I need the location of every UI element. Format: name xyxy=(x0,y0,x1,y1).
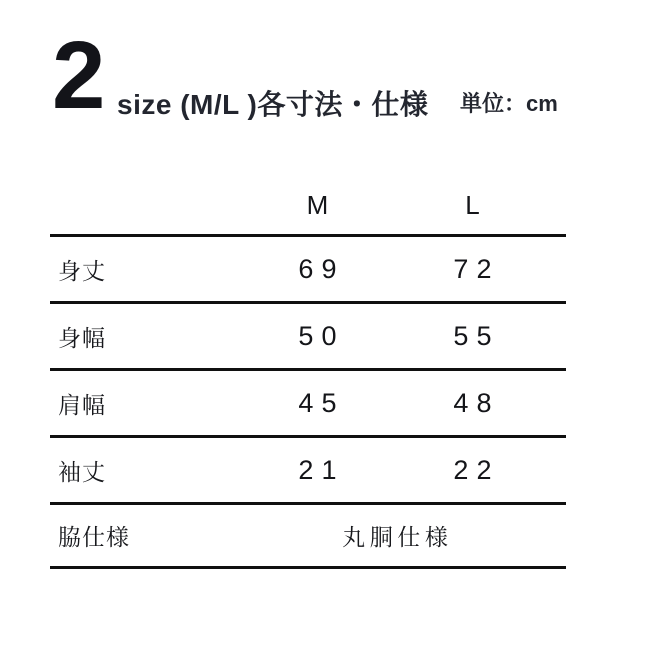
table-row xyxy=(50,234,566,301)
row-label: 袖丈 xyxy=(58,458,106,485)
section-number: 2 xyxy=(52,22,103,129)
cell-l: 22 xyxy=(453,454,500,485)
table-row xyxy=(50,301,566,368)
table-header-row xyxy=(50,176,566,234)
row-label: 身丈 xyxy=(58,257,106,284)
row-label: 肩幅 xyxy=(58,391,106,418)
footer-value: 丸胴仕様 xyxy=(342,524,453,550)
unit-label: 単位：cm xyxy=(460,91,558,116)
cell-m: 45 xyxy=(298,387,345,418)
table-footer-row xyxy=(50,502,566,569)
table-row xyxy=(50,435,566,502)
row-label: 身幅 xyxy=(58,324,106,351)
table-row xyxy=(50,368,566,435)
column-header-l: L xyxy=(465,189,480,220)
row-label: 脇仕様 xyxy=(58,524,130,550)
size-table xyxy=(50,176,566,569)
cell-m: 21 xyxy=(298,454,345,485)
cell-m: 69 xyxy=(298,253,345,284)
cell-l: 72 xyxy=(453,253,500,284)
column-header-m: M xyxy=(306,189,329,220)
page-title: size (M/L )各寸法・仕様 xyxy=(117,89,429,120)
cell-l: 55 xyxy=(453,320,500,351)
cell-l: 48 xyxy=(453,387,500,418)
cell-m: 50 xyxy=(298,320,345,351)
